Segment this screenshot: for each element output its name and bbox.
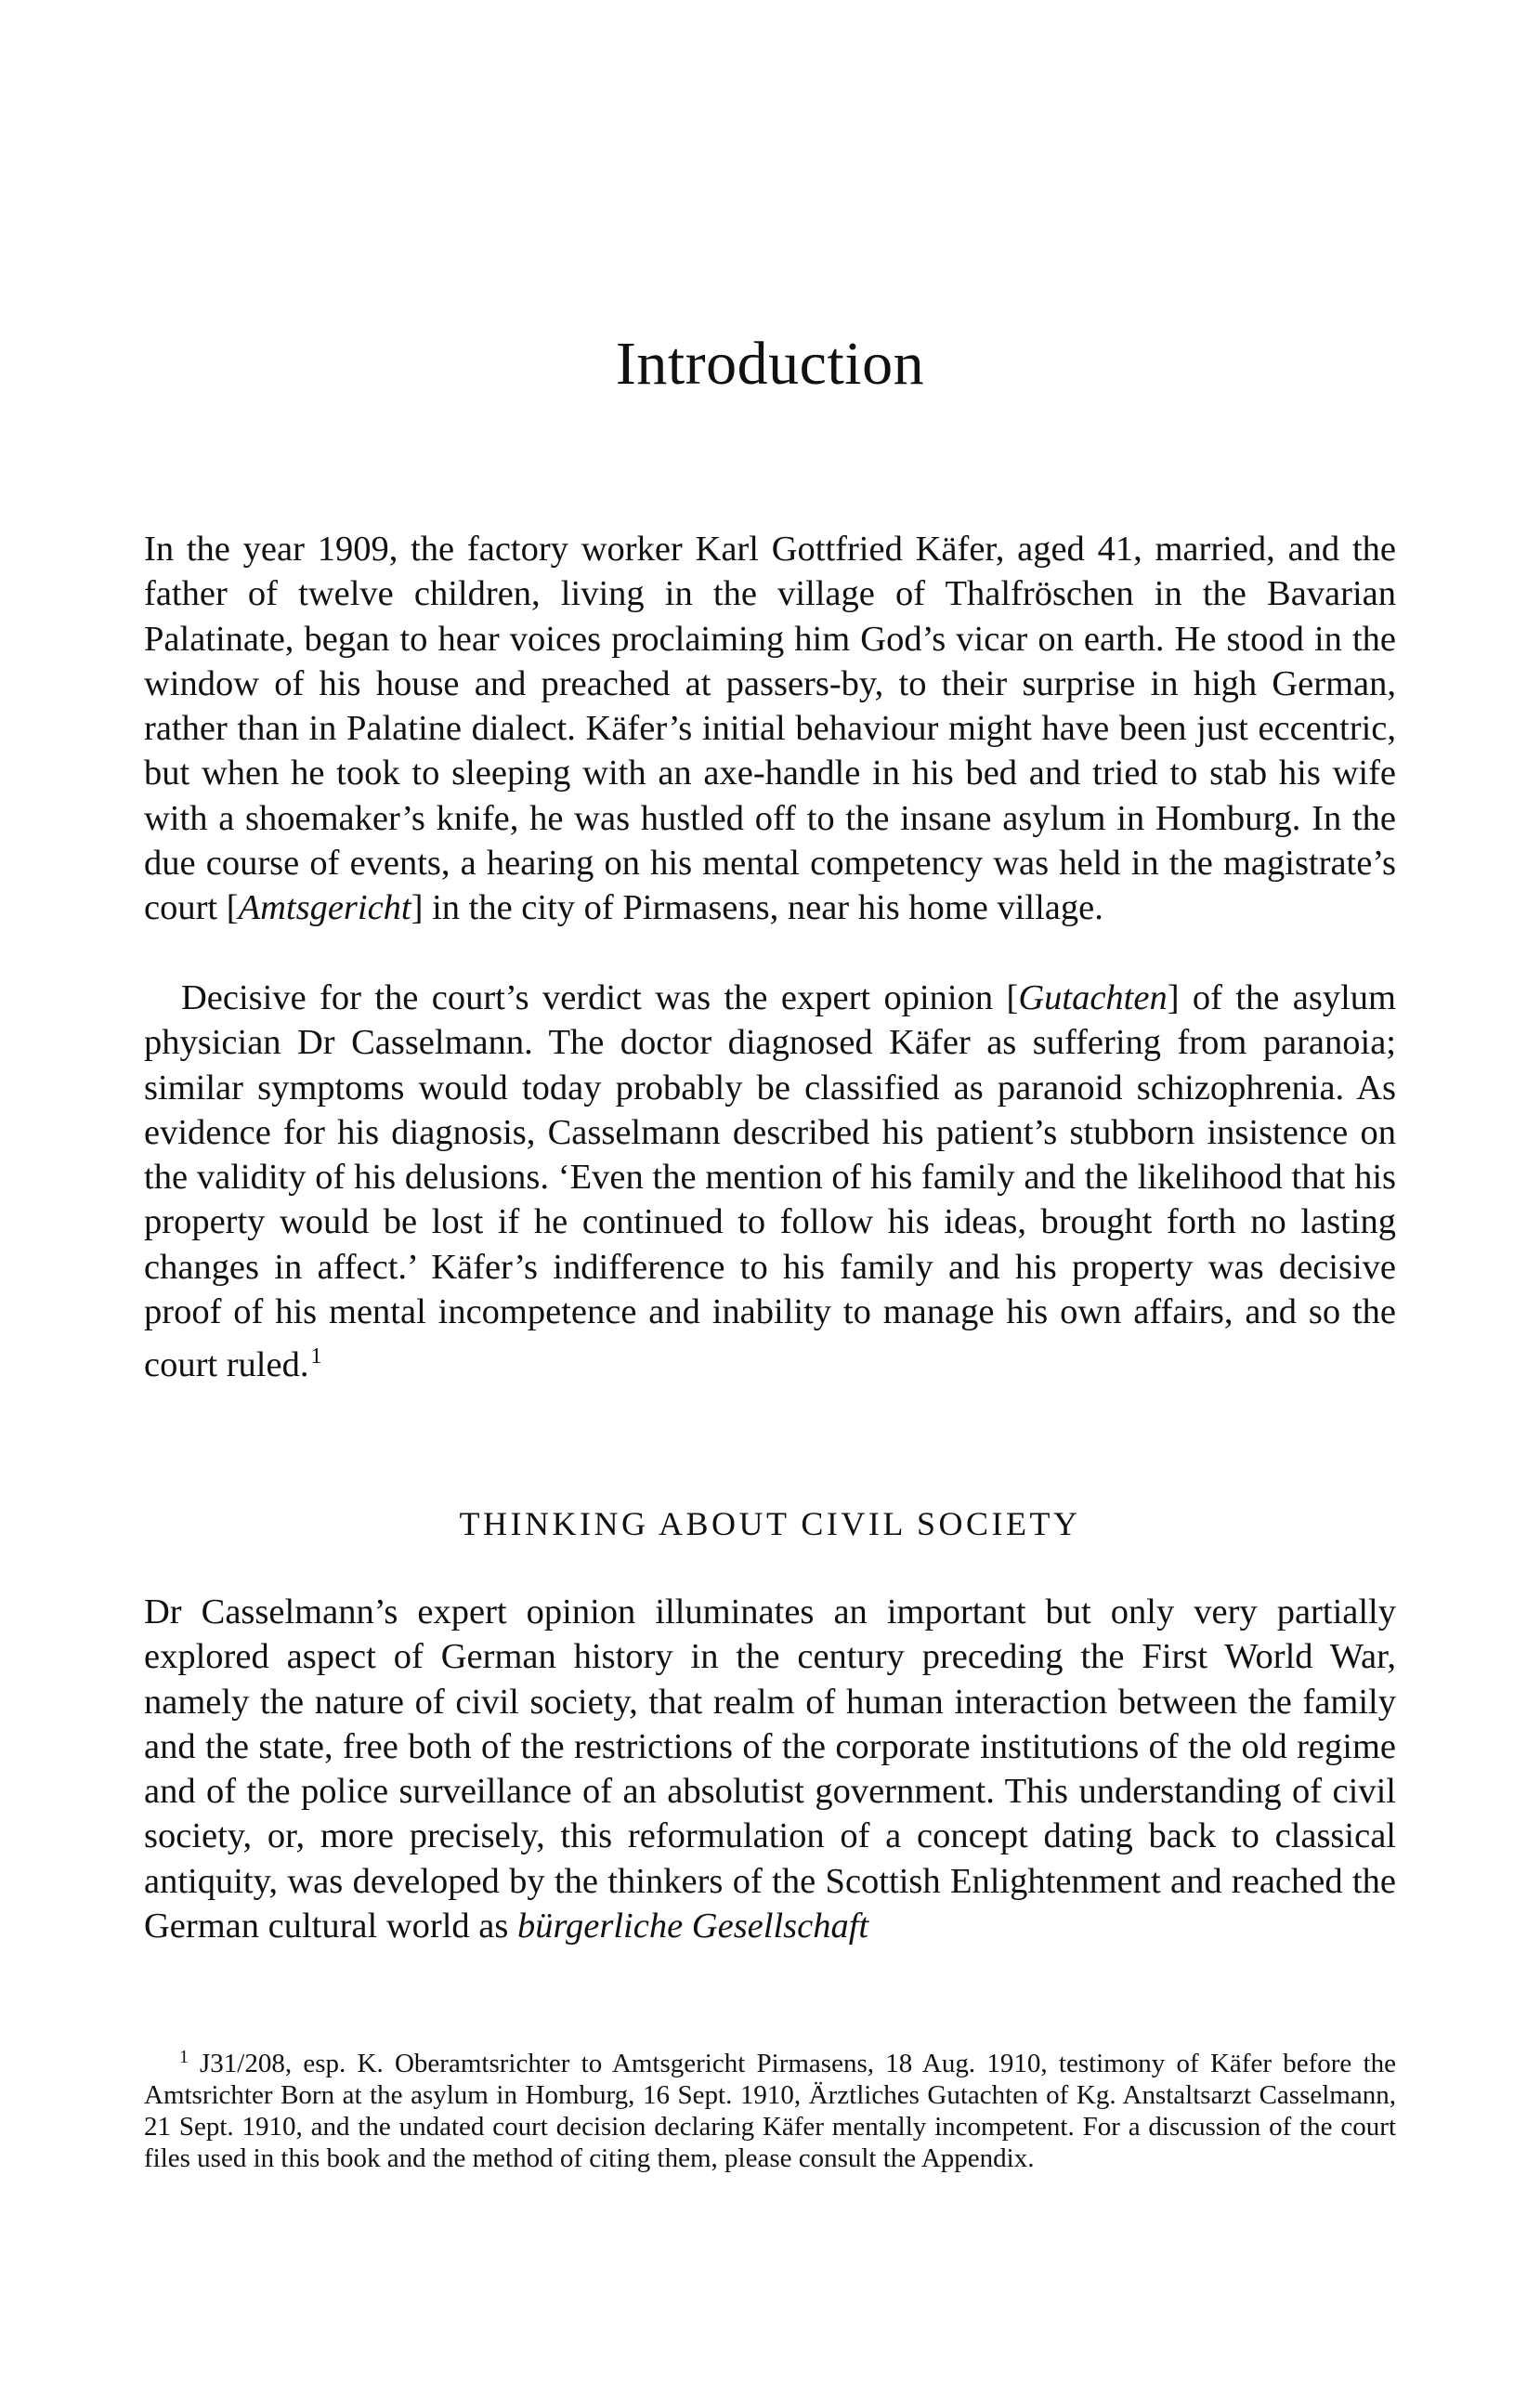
footnote-1 (144, 2041, 1396, 2174)
paragraph-1 (144, 527, 1396, 931)
italic-term-buergerliche-gesellschaft: bürgerliche Gesellschaft (516, 1907, 869, 1946)
paragraph-text (144, 976, 1396, 1388)
text-segment: ] of the asylum physician Dr Casselmann. The doctor diagnosed Käfer as suffering from paranoia; similar symptoms would today probably be classified as paranoid schizophrenia. As evidence for his diagnosis, Casselmann described his patient’s stubborn insistence on the validity of his delusions. ‘Even the mention of his family and the likelihood that his property would be lost if he continued to follow his ideas, brought forth no lasting changes in affect.’ Käfer’s indifference to his family and his property was decisive proof of his mental incompetence and inability to manage his own affairs, and so the court ruled. (144, 978, 1396, 1385)
paragraph-2 (144, 976, 1396, 1388)
italic-term-amtsgericht: Amtsgericht (238, 888, 411, 928)
paragraph-text (144, 1590, 1396, 1948)
text-segment: Dr Casselmann’s expert opinion illuminates an important but only very partially explored aspect of German history in the century preceding the First World War, namely the nature of civil society, that realm of human interaction between the family and the state, free both of the restrictions of the corporate institutions of the old regime and of the police surveillance of an absolutist government. This understanding of civil society, or, more precisely, this reformulation of a concept dating back to classical antiquity, was developed by the thinkers of the Scottish Enlightenment and reached the German cultural world as (144, 1592, 1396, 1946)
footnote-number: 1 (179, 2047, 189, 2067)
footnote-text: J31/208, esp. K. Oberamtsrichter to Amtsgericht Pirmasens, 18 Aug. 1910, testimony of Käfer before the Amtsrichter Born at the asylum in Homburg, 16 Sept. 1910, Ärztliches Gutachten of Kg. Anstaltsarzt Casselmann, 21 Sept. 1910, and the undated court decision declaring Käfer mentally incompetent. For a discussion of the court files used in this book and the method of citing them, please consult the Appendix. (144, 2049, 1396, 2173)
text-segment: ] in the city of Pirmasens, near his home village. (411, 888, 1103, 928)
italic-term-gutachten: Gutachten (1018, 978, 1168, 1017)
footnotes (144, 2041, 1396, 2174)
footnote-reference[interactable]: 1 (310, 1344, 322, 1369)
text-segment: Decisive for the court’s verdict was the expert opinion [ (181, 978, 1019, 1017)
section-paragraph-1 (144, 1590, 1396, 1948)
paragraph-text (144, 527, 1396, 931)
chapter-title: Introduction (615, 330, 925, 398)
text-segment: In the year 1909, the factory worker Karl Gottfried Käfer, aged 41, married, and the father of twelve children, living in the village of Thalfröschen in the Bavarian Palatinate, began to hear voices proclaiming him God’s vicar on earth. He stood in the window of his house and preached at passers-by, to their surprise in high German, rather than in Palatine dialect. Käfer’s initial behaviour might have been just eccentric, but when he took to sleeping with an axe-handle in his bed and tried to stab his wife with a shoemaker’s knife, he was hustled off to the insane asylum in Homburg. In the due course of events, a hearing on his mental competency was held in the magistrate’s court [ (144, 530, 1396, 928)
section-heading: THINKING ABOUT CIVIL SOCIETY (459, 1505, 1081, 1542)
